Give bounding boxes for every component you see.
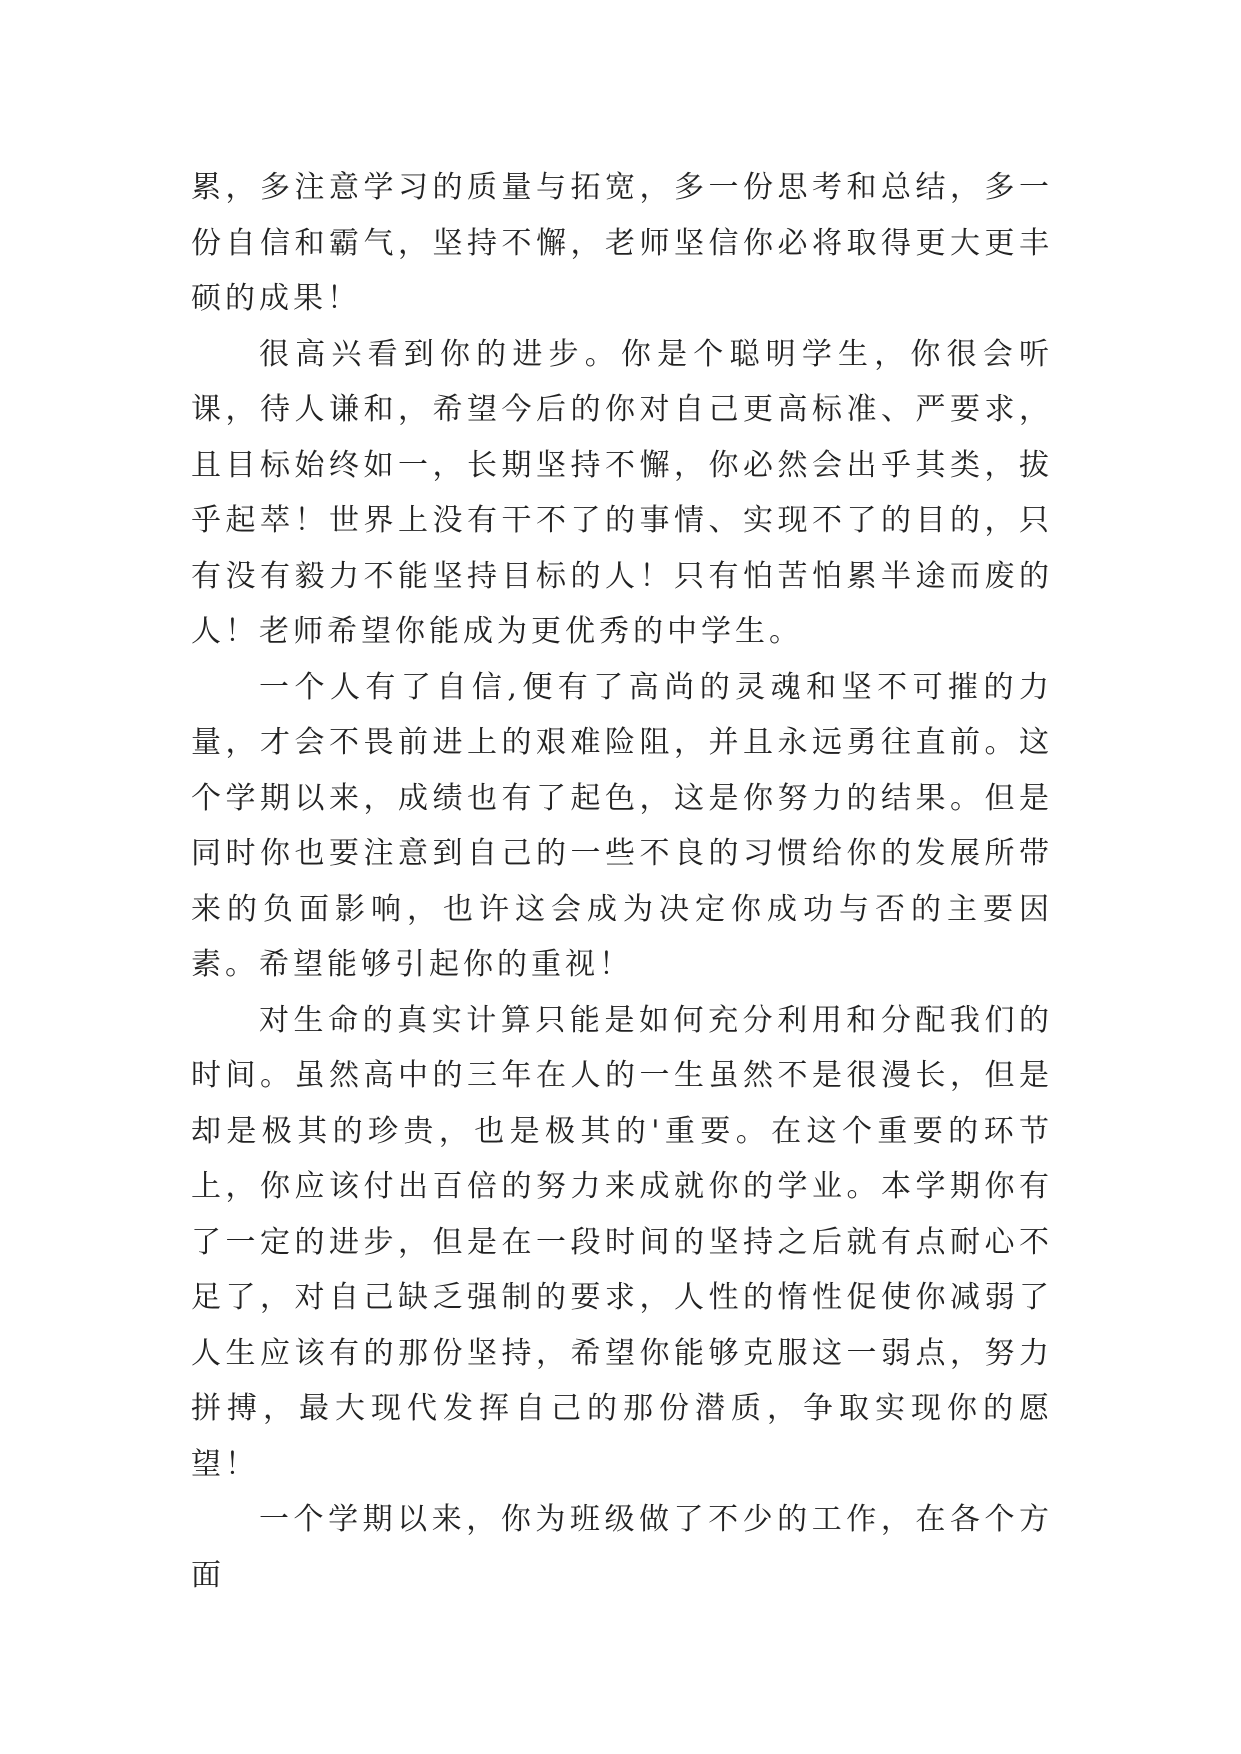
- paragraph-1: 累，多注意学习的质量与拓宽，多一份思考和总结，多一份自信和霸气，坚持不懈，老师坚信你必将取得更大更丰硕的成果！: [191, 170, 1053, 316]
- paragraph-3: 一个人有了自信,便有了高尚的灵魂和坚不可摧的力量，才会不畏前进上的艰难险阻，并且永远勇往直前。这个学期以来，成绩也有了起色，这是你努力的结果。但是同时你也要注意到自己的一些不良的习惯给你的发展所带来的负面影响，也许这会成为决定你成功与否的主要因素。希望能够引起你的重视！: [191, 669, 1053, 982]
- paragraph-2: 很高兴看到你的进步。你是个聪明学生，你很会听课，待人谦和，希望今后的你对自己更高标准、严要求，且目标始终如一，长期坚持不懈，你必然会出乎其类，拔乎起萃！世界上没有干不了的事情、实现不了的目的，只有没有毅力不能坚持目标的人！只有怕苦怕累半途而废的人！老师希望你能成为更优秀的中学生。: [191, 336, 1053, 649]
- paragraph-4: 对生命的真实计算只能是如何充分利用和分配我们的时间。虽然高中的三年在人的一生虽然不是很漫长，但是却是极其的珍贵，也是极其的'重要。在这个重要的环节上，你应该付出百倍的努力来成就你的学业。本学期你有了一定的进步，但是在一段时间的坚持之后就有点耐心不足了，对自己缺乏强制的要求，人性的惰性促使你减弱了人生应该有的那份坚持，希望你能够克服这一弱点，努力拼搏，最大现代发挥自己的那份潜质，争取实现你的愿望！: [191, 1002, 1053, 1482]
- paragraph-5: 一个学期以来，你为班级做了不少的工作，在各个方面: [191, 1502, 1053, 1593]
- document-body: [191, 160, 1053, 1603]
